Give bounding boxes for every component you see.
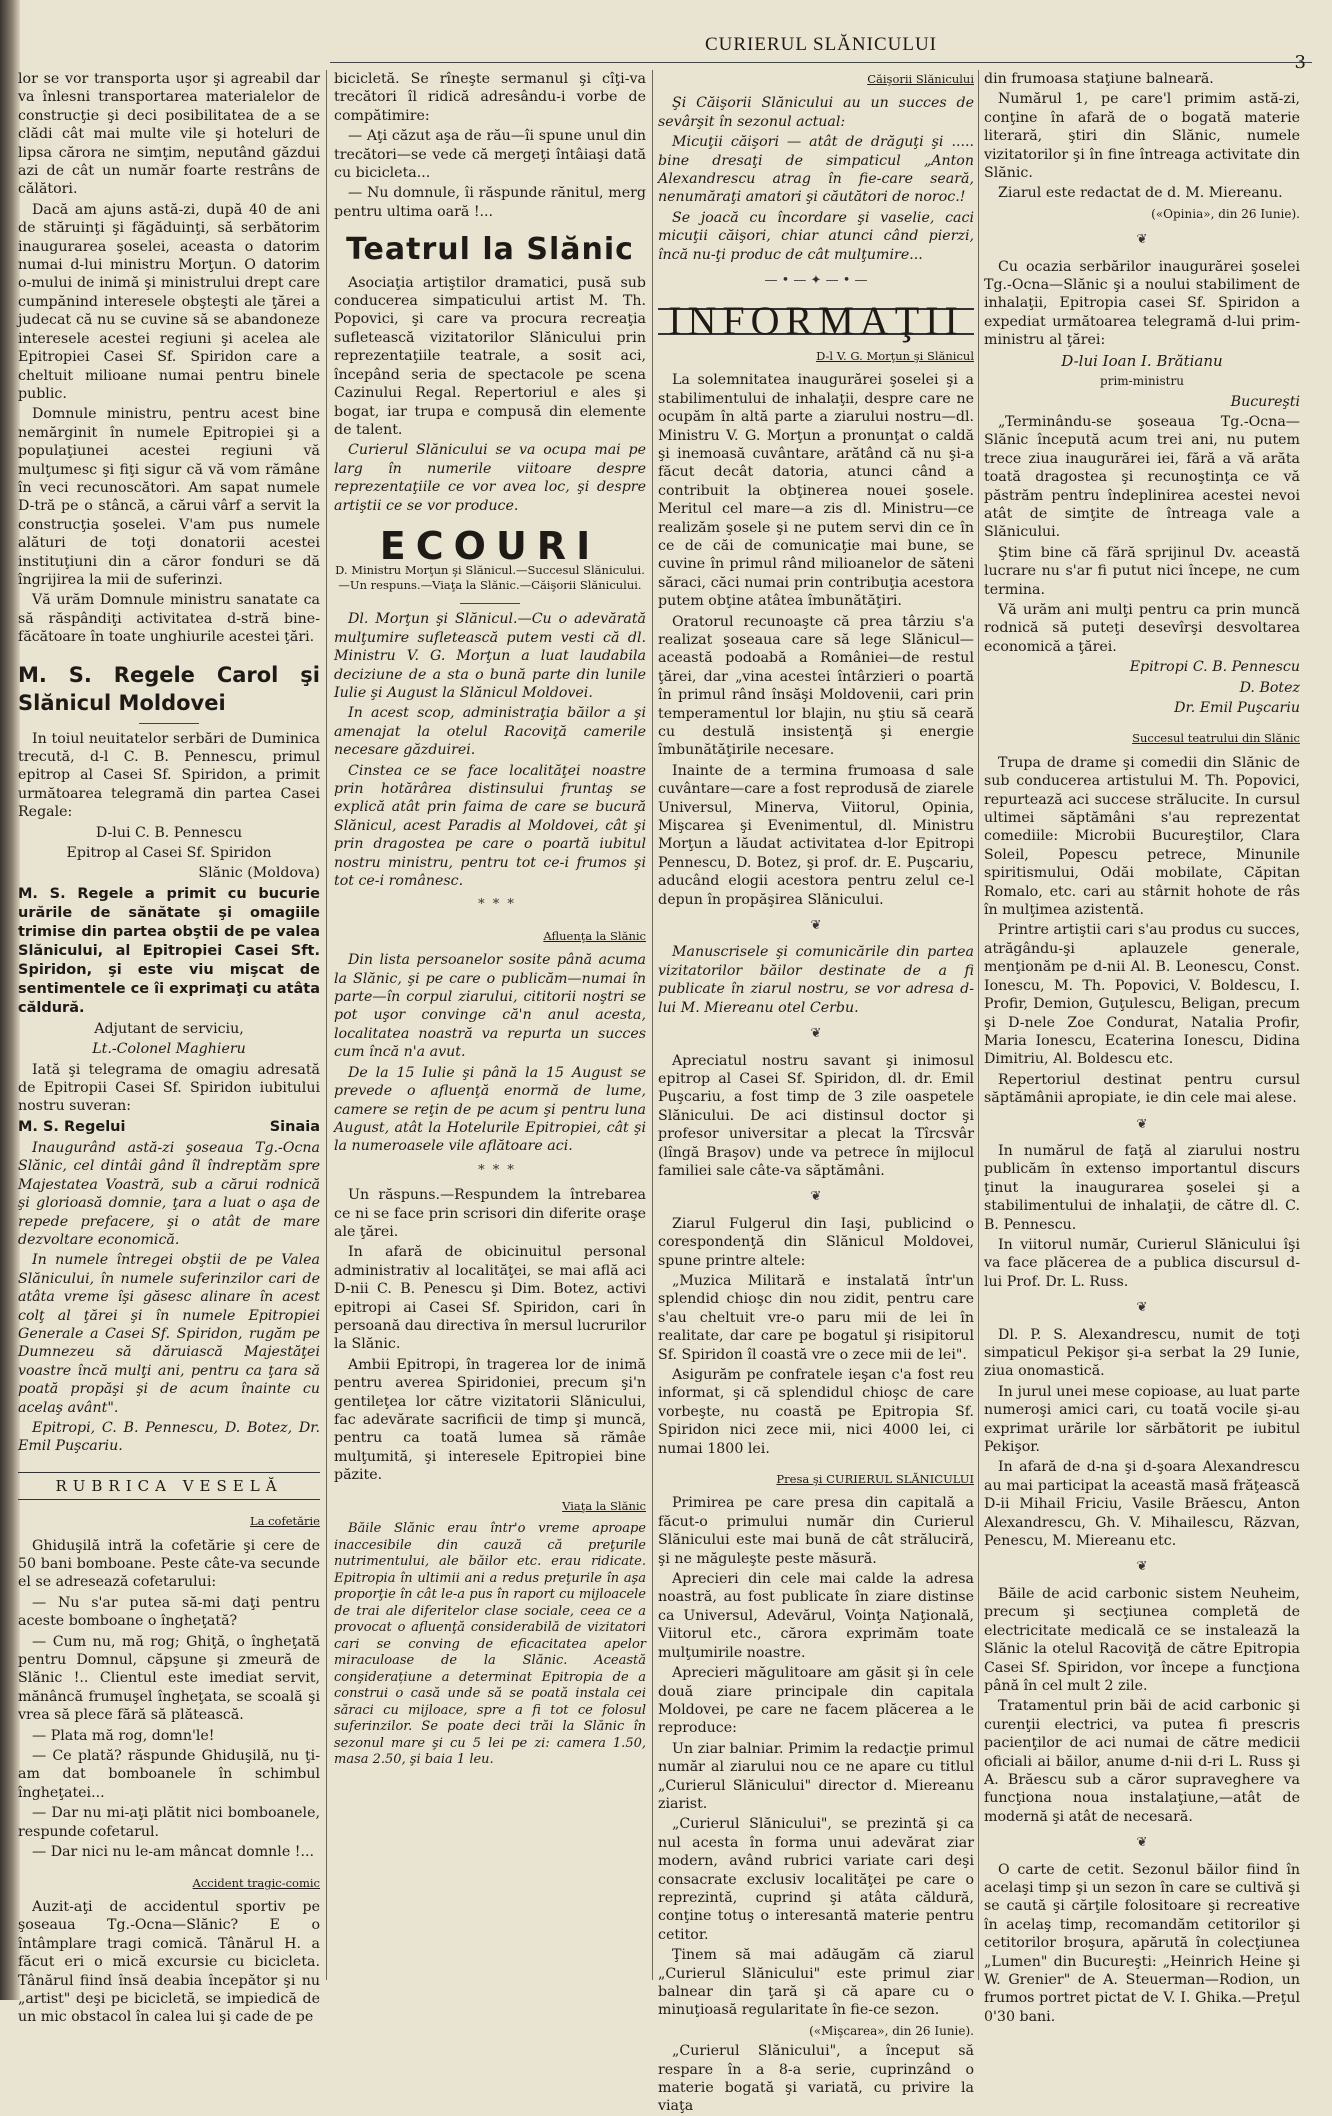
- telegram-address: prim-ministru: [1100, 374, 1184, 389]
- article-paragraph: O carte de cetit. Sezonul băilor fiind în acelaşi timp şi un sezon în care se cultivă şi se caută şi cărţile folositoare şi recreative în acelaş timp, recomandăm cetitorilor şi cetitorilor broşura, apărută în colecţiunea „Lumen" din Bucureşti: „Heinrich Heine şi W. Grenier" de A. Steuerman—Rodion, un frumos portret pictat de V. I. Ghika.—Preţul 0'30 bani.: [984, 1861, 1300, 2025]
- article-paragraph: — Nu domnule, îi răspunde rănitul, merg pentru ultima oară !...: [334, 185, 646, 220]
- page-number: 3: [1294, 52, 1306, 73]
- article-paragraph: Asigurăm pe confratele ieşan c'a fost reu informat, şi că splendidul chioşc de care vorbeşte, nu coastă pe Epitropia Sf. Spiridon nici zece mii, nici 4000 lei, ci numai 1800 lei.: [658, 1367, 974, 1457]
- section-rubrica-vesela: RUBRICA VESELĂ: [18, 1472, 320, 1500]
- article-paragraph: lor se vor transporta uşor şi agreabil dar va înlesni transportarea materialelor de construcţie şi deci posibilitatea de a se clădi cât mai multe vile şi hoteluri de lipsa cărora ne simţim, neputând găzdui azi de cât un număr foarte restrâns de călători.: [18, 71, 320, 198]
- article-paragraph: Se joacă cu încordare şi vaselie, caci micuţii căişori, chiar atunci când pierzi, încă nu-ţi produc de cât mulţumire...: [658, 209, 974, 263]
- article-paragraph: Cinstea ce se face localităţei noastre prin hotărârea distinsului fruntaş se explică atât prin faima de care se bucură Slănicul, acest Paradis al Moldovei, cât şi prin dragostea pe care o poartă iubitul nostru ministru, pentru tot ce-i frumos şi tot ce-i românesc.: [334, 762, 646, 890]
- article-paragraph: Ţinem să mai adăugăm că ziarul „Curierul Slănicului" este primul ziar balnear din ţară şi că apare cu o minuţioasă regularitate în fie-ce sezon.: [658, 1947, 974, 2019]
- article-paragraph: Cu ocazia serbărilor inaugurărei şoselei Tg.-Ocna—Slănic şi a noului stabiliment de inhalaţii, Epitropia casei Sf. Spiridon a expediat următoarea telegramă d-lui prim-ministru al ţărei:: [984, 258, 1300, 349]
- subheading-succes-teatru: Succesul teatrului din Slănic: [1132, 731, 1300, 746]
- headline-ecouri: ECOURI: [379, 523, 601, 568]
- article-paragraph: „Muzica Militară e instalată într'un splendid chioşc din nou zidit, pentru care s'au cheltuit vre-o paru mii de lei în realitate, dar care pe bogatul şi risipitorul Sf. Spiridon îl coastă vre o zece mii de lei".: [658, 1272, 974, 1363]
- article-paragraph: Ghiduşilă intră la cofetărie şi cere de 50 bani bomboane. Peste câte-va secunde el se adresează cofetarului:: [18, 1537, 320, 1591]
- column-2: [334, 70, 646, 1990]
- ornament-separator: ❦: [1136, 232, 1148, 248]
- article-paragraph: Manuscrisele şi comunicările din partea vizitatorilor băilor destinate de a fi publicate în ziarul nostru, se vor adresa d-lui M. Miereanu otel Cerbu.: [658, 944, 974, 1016]
- ornament-separator: ❦: [810, 1189, 822, 1205]
- article-paragraph: Băile de acid carbonic sistem Neuheim, precum şi secţiunea completă de electricitate medicală ce se instalează la Slănic la otelul Racoviţă de către Epitropia Casei Sf. Spiridon, vor începe a funcţiona până în cel mult 2 zile.: [984, 1585, 1300, 1694]
- column-3: [658, 70, 974, 2115]
- article-paragraph: Repertoriul destinat pentru cursul săptămânii apropiate, ie din cele mai alese.: [984, 1071, 1300, 1107]
- divider: [139, 723, 199, 724]
- article-paragraph: La solemnitatea inaugurărei şoselei şi a stabilimentului de inhalaţii, despre care ne ocupăm în altă parte a ziarului nostru—dl. Ministru V. G. Morţun a pronunţat o caldă şi inemoasă cuvântare, arătând că nu şi-a făcut decât datoria, atunci când a contribuit la obţinerea nouei şosele. Meritul cel mare—a zis dl. Ministru—ce realizăm şosele şi ne putem servi din ce în ce de căi de comunicaţie mai bune, se cuvine în primul rând milioanelor de săteni săraci, căci numai prin contribuţia acestora putem obţine atâtea îmbunătăţiri.: [658, 372, 974, 610]
- signature: D. Botez: [1239, 679, 1300, 696]
- article-paragraph: Dl. P. S. Alexandrescu, numit de toţi simpaticul Pekişor şi-a serbat la 29 Iunie, ziua onomastică.: [984, 1326, 1300, 1380]
- article-paragraph: In numărul de faţă al ziarului nostru publicăm în extenso importantul discurs ţinut la inaugurarea şoselei şi a stabilimentului de inhalaţii, de către dl. C. B. Pennescu.: [984, 1142, 1300, 1233]
- column-rule: [978, 70, 979, 1980]
- subheading-caisorii: Căişorii Slănicului: [867, 72, 974, 86]
- article-paragraph: Micuţii căişori — atât de drăguţi şi ..... bine dresaţi de simpaticul „Anton Alexandrescu atrag în fie-care seară, nenumăraţi amatori şi căutători de noroc.!: [658, 134, 974, 206]
- subheading-viata: Viaţa la Slănic: [562, 1498, 646, 1513]
- article-paragraph: Trupa de drame şi comedii din Slănic de sub conducerea artistului M. Th. Popovici, repurtează aci succese strălucite. In cursul ultimei săptămâni s'au reprezentat comediile: Microbii Bucureştilor, Clara Soleil, Popescu petrece, Minunile spiritismului, Odăi mobilate, Căpitan Romalo, etc. cari au stârnit hohote de râs în mulţimea azistentă.: [984, 754, 1300, 919]
- article-paragraph: Numărul 1, pe care'l primim astă-zi, conţine în afară de o bogată materie literară, ştiri din Slănic, numele vizitatorilor şi în fine întreaga activitate din Slănic.: [984, 91, 1300, 182]
- article-paragraph: Tratamentul prin băi de acid carbonic şi curenţii electrici, va putea fi prescris pacienţilor de aci numai de către medicii oficiali ai băilor, anume d-nii d-ri L. Russ şi A. Brăescu sub a căror supraveghere va funcţiona noua instalaţiune,—atât de modernă şi atât de necesară.: [984, 1698, 1300, 1825]
- source-credit: («Opinia», din 26 Iunie).: [1151, 206, 1300, 221]
- article-paragraph: Primirea pe care presa din capitală a făcut-o primului număr din Curierul Slănicului este mai bună de cât străluciră, şi ne măguleşte peste măsură.: [658, 1495, 974, 1567]
- article-paragraph: Băile Slănic erau într'o vreme aproape inaccesibile din cauză că preţurile nutrimentului, ale băilor etc. erau ridicate. Epitropia în ultimii ani a redus preţurile în aşa proporţie în cât le-a pus în raport cu mijloacele de trai ale diferitelor clase sociale, ceea ce a provocat o afluenţă considerabilă de vizitatori cari se conving de eficacitatea apelor miraculoase de la Slănic. Această conşiderațiune a determinat Epitropia de a construi o casă unde să se poată instala cei săraci cu mijloace, spre a fi tot ce folosul suferinzilor. Se poate deci trăi la Slănic în sezonul mare şi cu 5 lei pe zi: camera 1.50, masa 2.50, şi baia 1 leu.: [334, 1521, 646, 1768]
- article-paragraph: Inainte de a termina frumoasa d sale cuvântare—care a fost reprodusă de ziarele Universul, Minerva, Viitorul, Opinia, Mişcarea şi Evenimentul, dl. Ministru Morţun a lăudat activitatea d-lor Epitropi Pennescu, D. Botez, şi prof. dr. E. Puşcariu, aducând elogii acestora pentru zelul ce-l depun în propăşirea Slănicului.: [658, 762, 974, 908]
- article-paragraph: In afară de obicinuitul personal administrativ al localităţei, se mai află aci D-nii C. B. Penescu şi Dim. Botez, activi epitropi ai Casei Sf. Spiridon, cari în persoană dau directiva în mersul lucrurilor la Slănic.: [334, 1244, 646, 1353]
- source-credit: («Mişcarea», din 26 Iunie).: [809, 2023, 974, 2038]
- subheading-mortun: D-l V. G. Morţun şi Slănicul: [816, 348, 974, 363]
- article-paragraph: — Ce plată? răspunde Ghiduşilă, nu ţi-am dat bomboanele în schimbul îngheţatei...: [18, 1748, 320, 1801]
- page-header: [330, 28, 1312, 73]
- telegram-recipient: M. S. Regelui: [18, 1118, 126, 1135]
- headline-informatii: INFORMAŢII: [658, 308, 974, 334]
- article-paragraph: — Plata mă rog, domn'le!: [32, 1727, 215, 1744]
- telegram-location: Sinaia: [269, 1118, 320, 1135]
- article-paragraph: In toiul neuitatelor serbări de Duminica trecută, d-l C. B. Pennescu, primul epitrop al Casei Sf. Spiridon, a primit următoarea telegramă din partea Casei Regale:: [18, 730, 320, 821]
- stars-separator: * * *: [478, 1162, 516, 1178]
- telegram-address: [18, 1118, 320, 1137]
- article-paragraph: „Terminându-se şoseaua Tg.-Ocna—Slănic începută acum trei ani, nu putem trece ziua inaugurărei iei, fără a vă arăta toată dragostea şi recunoştinţa ce vă păstrăm pentru îndeplinirea acestei nevoi atât de simţite de întreaga vale a Slănicului.: [984, 413, 1300, 541]
- signature: Dr. Emil Puşcariu: [1174, 700, 1300, 716]
- article-paragraph: Ziarul Fulgerul din Iaşi, publicind o corespondenţă din Slănicul Moldovei, spune printre altele:: [658, 1215, 974, 1269]
- article-paragraph: Auzit-aţi de accidentul sportiv pe şoseaua Tg.-Ocna—Slănic? E o întâmplare tragi comică. Tânărul H. a făcut eri o mică excursie cu bicicleta. Tânărul fiind însă deabia începător şi nu „artist" deşi pe bicicletă, se impiedică de un mic obstacol în calea lui şi cade de pe: [18, 1898, 320, 2026]
- telegram-address: Slănic (Moldova): [198, 865, 320, 882]
- subheading-presa: Presa şi CURIERUL SLĂNICULUI: [776, 1472, 974, 1487]
- article-paragraph: Iată şi telegrama de omagiu adresată de Epitropii Casei Sf. Spiridon iubitului nostru suveran:: [18, 1061, 320, 1115]
- ornament-separator: ❦: [1136, 1300, 1148, 1316]
- article-paragraph: din frumoasa staţiune balneară.: [984, 71, 1214, 87]
- ornament-separator: — • — ✦ — • —: [764, 273, 868, 289]
- ornament-separator: ❦: [810, 918, 822, 934]
- article-paragraph: Printre artiştii cari s'au produs cu succes, atrăgându-şi aplauzele generale, menţionăm pe d-nii Al. B. Leonescu, Const. Ionescu, M. Th. Popovici, V. Boldescu, I. Profir, Demion, Guţulescu, Beligan, precum şi D-nele Zoe Condurat, Natalia Profir, Maria Ionescu, Ecaterina Ionescu, Didina Dimitriu, Al. Boldescu etc.: [984, 922, 1300, 1068]
- subheading-accident: Accident tragic-comic: [192, 1875, 320, 1890]
- section-summary: D. Ministru Morţun şi Slănicul.—Succesul Slănicului.—Un respuns.—Viaţa la Slănic.—Căişorii Slănicului.: [335, 563, 645, 593]
- newspaper-title: CURIERUL SLĂNICULUI: [704, 34, 938, 55]
- headline-rege-carol: M. S. Regele Carol şi Slănicul Moldovei: [18, 662, 320, 715]
- ornament-separator: ❦: [1136, 1835, 1148, 1851]
- telegram-text: M. S. Regele a primit cu bucurie urările de sănătate şi omagiile trimise din partea obştii de pe valea Slănicului, al Epitropiei Casei Sft. Spiridon, şi este viu mişcat de sentimentele ce îi exprimaţi cu atâta căldură.: [18, 885, 320, 1016]
- article-paragraph: De la 15 Iulie şi până la 15 August se prevede o afluenţă enormă de lume, camere se reţin de pe acum şi pentru luna August, atât la Hotelurile Epitropiei, cât şi la numeroasele vile aflătoare aci.: [334, 1064, 646, 1155]
- article-paragraph: Din lista persoanelor sosite până acuma la Slănic, şi pe care o publicăm—numai în parte—în corpul ziarului, cititorii noştri se pot uşor convinge că'n anul acesta, localitatea noastră va repurta un succes cum încă n'a avut.: [334, 952, 646, 1061]
- telegram-signature: Lt.-Colonel Maghieru: [92, 1041, 246, 1058]
- ornament-separator: ❦: [1136, 1116, 1148, 1132]
- telegram-signature: Adjutant de serviciu,: [94, 1020, 244, 1037]
- article-paragraph: Vă urăm ani mulţi pentru ca prin muncă rodnică să puteţi desevîrşi desvoltarea economică a ţărei.: [984, 601, 1300, 655]
- signatories: Epitropi, C. B. Pennescu, D. Botez, Dr. Emil Puşcariu.: [18, 1419, 320, 1455]
- article-paragraph: In jurul unei mese copioase, au luat parte numeroşi amici cari, cu toată vocile şi-au exprimat urările lor sărbătorit pe iubitul Pekişor.: [984, 1383, 1300, 1456]
- telegram-address: Bucureşti: [1230, 393, 1300, 410]
- article-paragraph: Ştim bine că fără sprijinul Dv. această lucrare nu s'ar fi putut nici începe, ne cum termina.: [984, 544, 1300, 598]
- column-4: [984, 70, 1300, 2025]
- article-paragraph: Asociaţia artiştilor dramatici, pusă sub conducerea simpaticului artist M. Th. Popovici, şi care va procura recreaţia sufletească vizitatorilor Slănicului prin reprezentaţiile teatrale, a sosit aci, începând seria de spectacole pe scena Cazinului Regal. Repertoriul e ales şi bogat, iar trupa e compusă din elemente de talent.: [334, 274, 646, 438]
- telegram-address: D-lui C. B. Pennescu: [95, 824, 243, 841]
- ornament-separator: ❦: [1136, 1559, 1148, 1575]
- subheading-cofetarie: La cofetărie: [249, 1514, 320, 1529]
- article-paragraph: In acest scop, administraţia băilor a şi amenajat la otelul Racoviţă camerile necesare găzduirei.: [334, 705, 646, 759]
- article-paragraph: In numele întregei obştii de pe Valea Slănicului, în numele suferinzilor cari de atâta vreme îşi găsesc alinare în acest colţ al ţărei şi în numele Epitropiei Generale a Casei Sf. Spiridon, rugăm pe Dumnezeu să dăruiască Majestăţei voastre încă mulţi ani, pentru ca ţara să poată propăşi şi de acum înainte cu acelaş avânt".: [18, 1252, 320, 1416]
- article-paragraph: Dacă am ajuns astă-zi, după 40 de ani de stăruinţi şi făgăduinţi, să serbătorim inaugurarea şoselei, aceasta o datorim numai d-lui ministru Morţun. O datorim o-mului de inimă şi ministrului drept care cumpănind interesele obşteşti ale ţărei a judecat că nu se cuvine să se abandoneze interesele acestei regiuni şi acelea ale Epitropiei Casei Sf. Spiridon care a cheltuit milioane numai pentru binele public.: [18, 201, 320, 402]
- article-paragraph: Domnule ministru, pentru acest bine nemărginit în numele Epitropiei şi a populaţiunei acestei regiuni vă mulţumesc şi fiţi sigur că vă vom rămâne în veci recunoscători. Am sapat numele D-tră pe o stâncă, a cărui vârf a servit la construcţia şoselei. V'am pus numele alături de toţi donatorii acestei instituţiuni din a căror fonduri se dă îngrijirea la mii de suferinzi.: [18, 406, 320, 588]
- article-paragraph: Aprecieri din cele mai calde la adresa noastră, au fost publicate în ziare distinse ca Universul, Adevărul, Voinţa Naţională, Viitorul etc., cărora exprimăm toate mulţumirile noastre.: [658, 1571, 974, 1661]
- article-paragraph: Curierul Slănicului se va ocupa mai pe larg în numerile viitoare despre reprezentaţiile ce vor avea loc, şi despre artiştii ce se vor produce.: [334, 442, 646, 514]
- article-paragraph: bicicletă. Se rîneşte sermanul şi cîţi-va trecători îl ridică adresându-i vorbe de compătimire:: [334, 71, 646, 124]
- article-paragraph: — Aţi căzut aşa de rău—îi spune unul din trecători—se vede că mergeţi întâiaşi dată cu bicicleta...: [334, 128, 646, 182]
- article-paragraph: In afară de d-na şi d-şoara Alexandrescu au mai participat la această masă frăţească D-ii Mihail Friciu, Vasile Brăescu, Anton Alexandrescu, Gh. V. Mihailescu, Răzvan, Penescu, M. Miereanu etc.: [984, 1459, 1300, 1550]
- article-paragraph: „Curierul Slănicului", a început să respare în a 8-a serie, cuprinzând o materie bogată şi variată, cu privire la viaţa: [658, 2043, 974, 2115]
- article-paragraph: — Dar nici nu le-am mâncat domnle !...: [32, 1844, 314, 1861]
- article-paragraph: Ambii Epitropi, în tragerea lor de inimă pentru averea Spiridoniei, precum şi'n gentileţea lor către vizitatorii Slănicului, fac adevărate sacrificii de timp şi muncă, pentru ca toată lumea să rămâe mulţumită, şi interesele Epitropiei bine păzite.: [334, 1356, 646, 1484]
- article-paragraph: Şi Căişorii Slănicului au un succes de sevârşit în sezonul actual:: [658, 95, 974, 130]
- article-paragraph: Inaugurând astă-zi şoseaua Tg.-Ocna Slănic, cel dintâi gând îl îndreptăm spre Majestatea Voastră, sub a cărui rodnică şi glorioasă domnie, ţara a luat o aşa de repede prefacere, şi o atât de mare dezvoltare economică.: [18, 1139, 320, 1248]
- headline-teatrul: Teatrul la Slănic: [346, 232, 634, 268]
- divider: [460, 603, 520, 604]
- article-paragraph: Un ziar balniar. Primim la redacţie primul număr al ziarului nou ce ne apare cu titlul „Curierul Slănicului" director d. Miereanu ziarist.: [658, 1740, 974, 1812]
- article-paragraph: Apreciatul nostru savant şi inimosul epitrop al Casei Sf. Spiridon, dl. dr. Emil Puşcariu, a fost timp de 3 zile oaspetele Slănicului. De aci distinsul doctor şi profesor universitar a plecat la Tîrcsvâr (lîngă Braşov) unde va petrece în mijlocul familiei sale câte-va săptămâni.: [658, 1052, 974, 1179]
- article-paragraph: — Cum nu, mă rog; Ghiţă, o îngheţată pentru Domnul, căpşune şi zmeură de Slănic !.. Clientul este imediat servit, mănâncă frumuşel îngheţata, se scoală şi vrea să plece fără să plătească.: [18, 1633, 320, 1724]
- column-rule: [326, 70, 327, 1980]
- article-paragraph: — Dar nu mi-aţi plătit nici bomboanele, respunde cofetarul.: [18, 1805, 320, 1840]
- ornament-separator: ❦: [810, 1026, 822, 1042]
- column-1: [18, 70, 320, 2026]
- article-paragraph: Oratorul recunoaşte că prea târziu s'a realizat şoseaua care să lege Slănicul—această podoabă a României—de restul ţărei, dar „vina acestei întârzieri o poartă în primul rând însăşi Moldovenii, cari prin temperamentul lor blajin, nu ştiu să ceară cu destulă insistenţă şi energie îmbunătăţirile necesare.: [658, 613, 974, 759]
- subheading-afluenta: Afluenţa la Slănic: [543, 928, 646, 943]
- stars-separator: * * *: [478, 897, 516, 913]
- article-paragraph: — Nu s'ar putea să-mi daţi pentru aceste bomboane o îngheţată?: [18, 1594, 320, 1630]
- article-paragraph: In viitorul număr, Curierul Slănicului îşi va face plăcerea de a publica discursul d-lui Prof. Dr. L. Russ.: [984, 1236, 1300, 1290]
- telegram-address: Epitrop al Casei Sf. Spiridon: [66, 845, 272, 862]
- page-binding-edge: [0, 0, 20, 2000]
- article-paragraph: Vă urăm Domnule ministru sanatate ca să răspândiţi activitatea d-stră bine-făcătoare în toate unghiurile acestei ţări.: [18, 592, 320, 646]
- signature: Epitropi C. B. Pennescu: [1129, 659, 1300, 676]
- article-paragraph: „Curierul Slănicului", se prezintă şi ca nul acesta în forma unui adevărat ziar modern, având rubrici variate cari deşi consacrate exclusiv localităţei pe care o reprezintă, cuprind şi atâta căldură, conţine totuş o interesantă materie pentru cetitor.: [658, 1816, 974, 1943]
- column-rule: [652, 70, 653, 1980]
- article-paragraph: Ziarul este redactat de d. M. Miereanu.: [998, 185, 1283, 202]
- article-paragraph: Aprecieri măgulitoare am găsit şi în cele două ziare principale din capitala Moldovei, pe care ne facem plăcerea a le reproduce:: [658, 1665, 974, 1737]
- article-paragraph: Un răspuns.—Respundem la întrebarea ce ni se face prin scrisori din diferite oraşe ale ţărei.: [334, 1187, 646, 1240]
- article-paragraph: Dl. Morţun şi Slănicul.—Cu o adevărată mulţumire sufletească putem vesti că dl. Ministru V. G. Morţun a luat laudabila deciziune de a sta o bună parte din lunile Iulie şi August la Slănicul Moldovei.: [334, 611, 646, 701]
- telegram-address: D-lui Ioan I. Brătianu: [1061, 351, 1223, 370]
